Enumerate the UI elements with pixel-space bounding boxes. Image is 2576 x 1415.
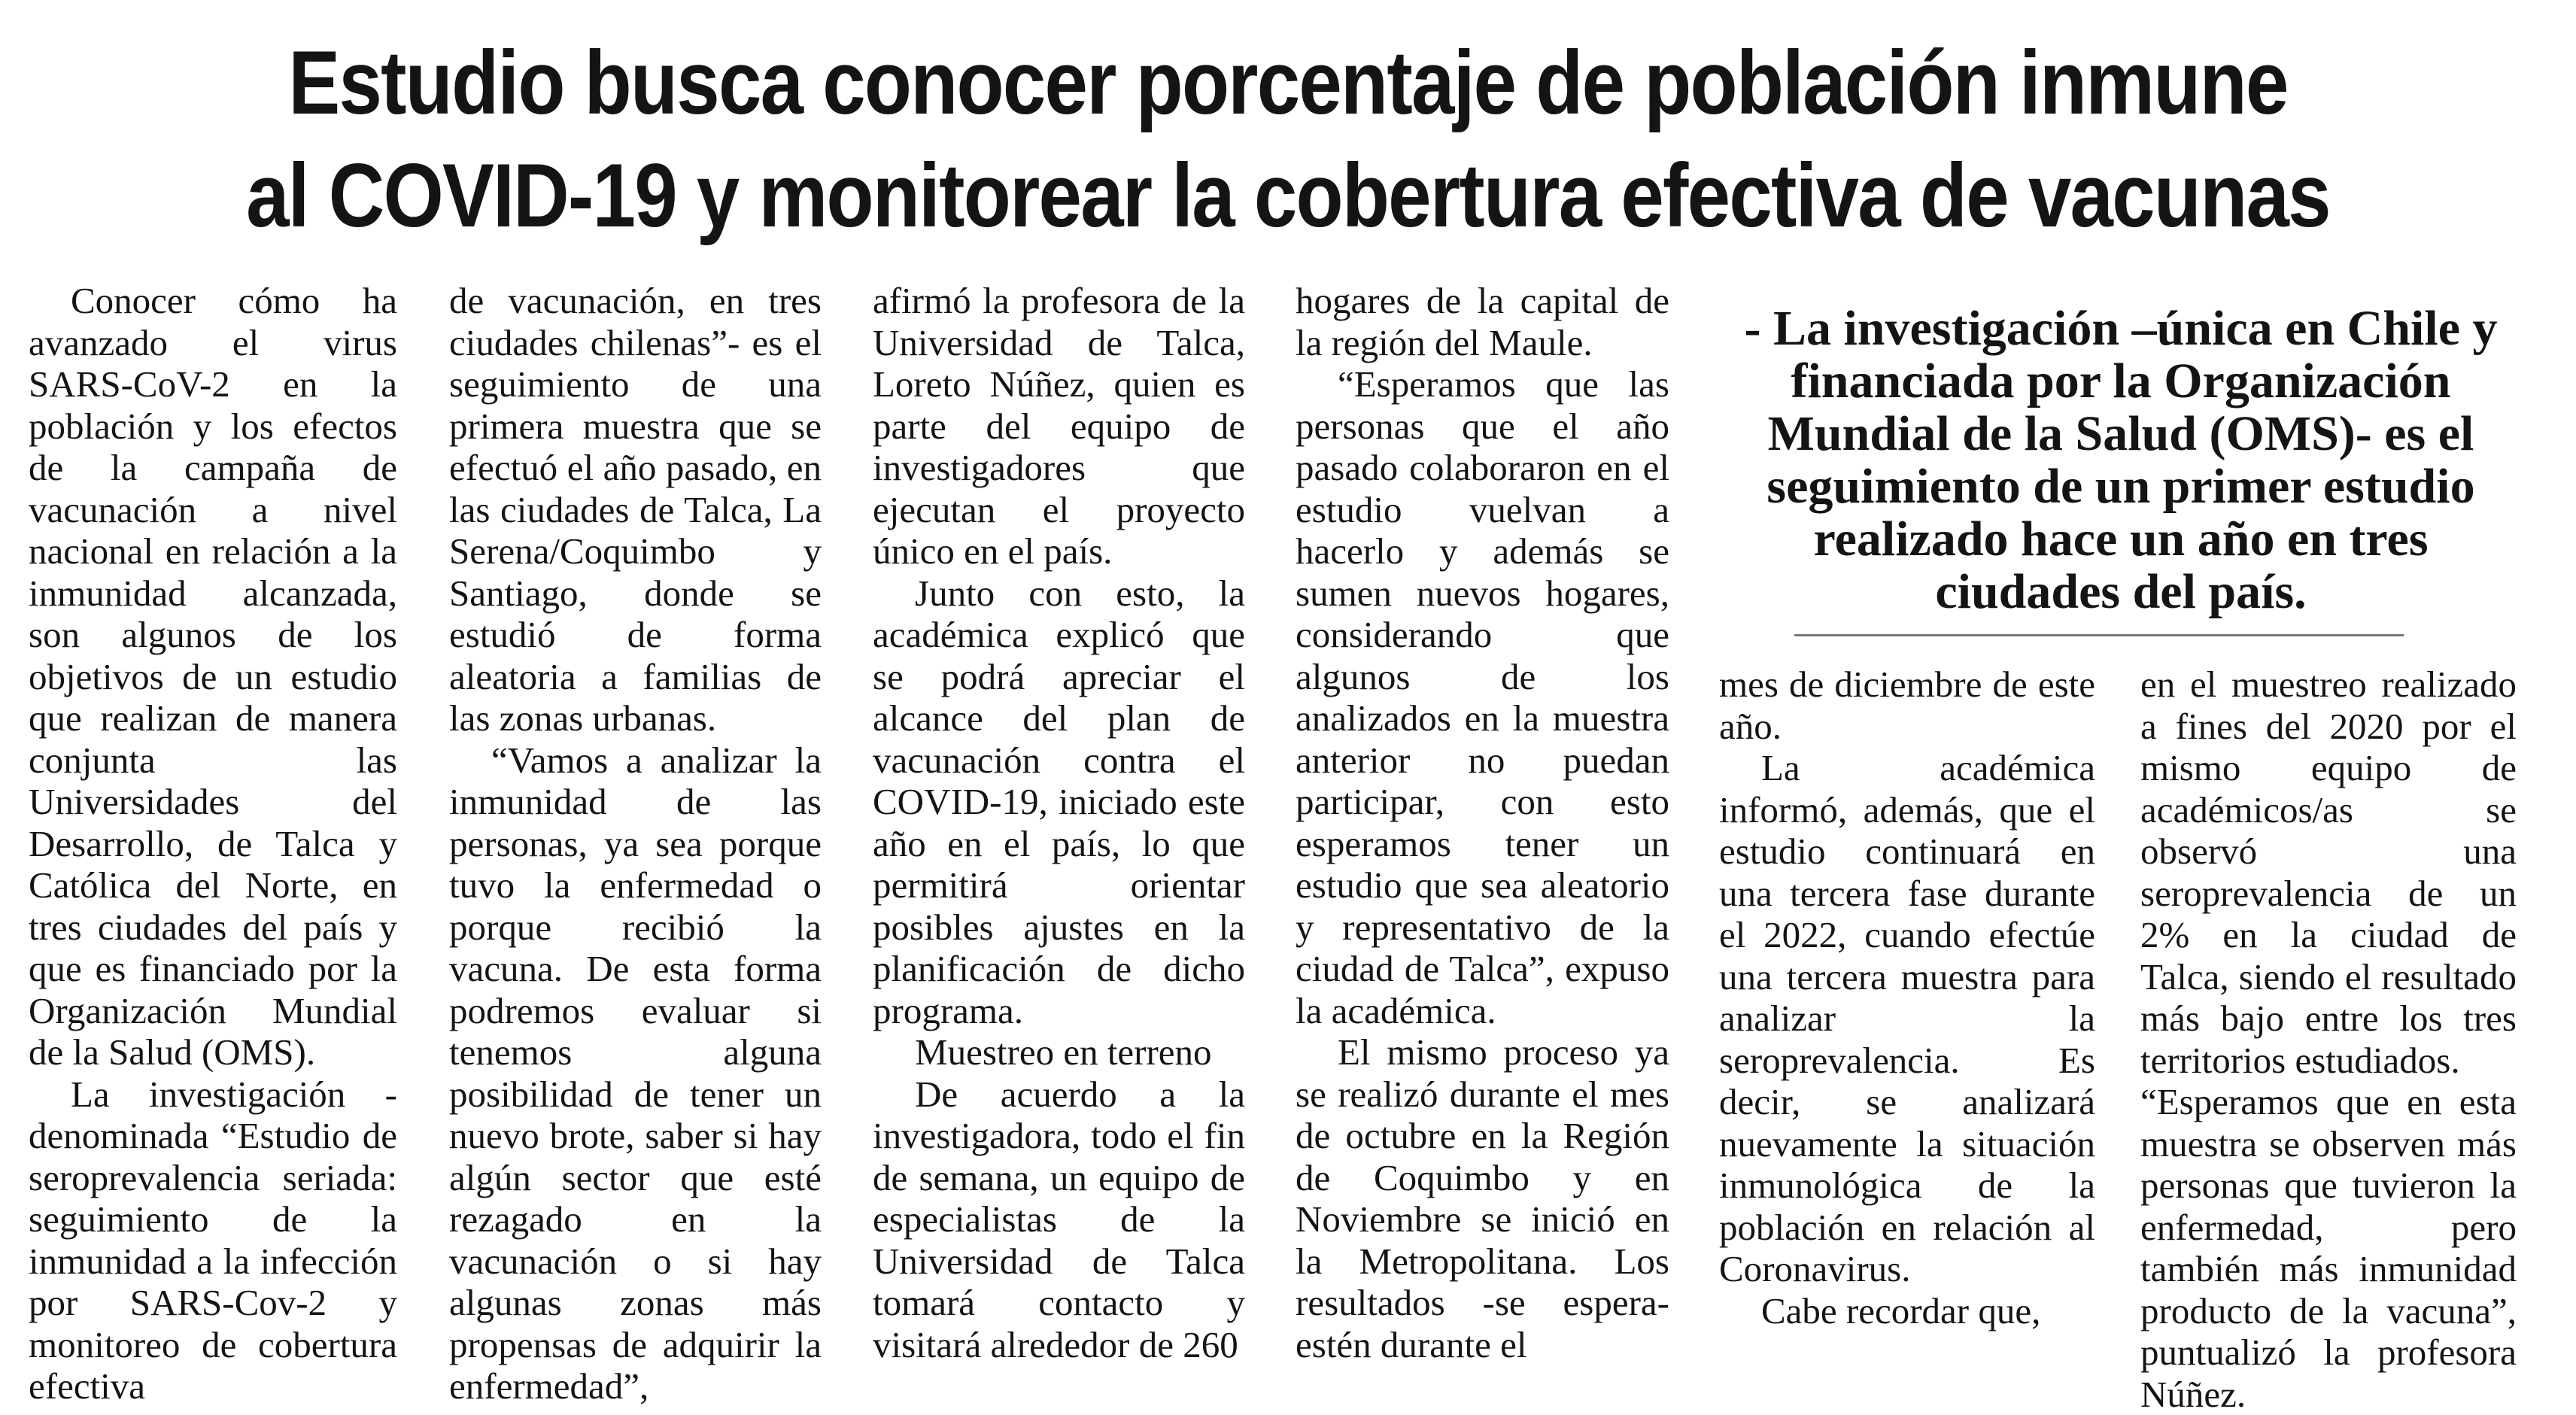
paragraph: El mismo proceso ya se realizó durante el mes de octubre en la Región de Coquimbo y en Noviembre se inició en la Metropolitana. Los resultados -se espera- estén durante el <box>1296 1031 1669 1365</box>
paragraph: De acuerdo a la investigadora, todo el fin de semana, un equipo de especialistas de la Universidad de Talca tomará contacto y visitará alrededor de 260 <box>873 1073 1245 1365</box>
paragraph: “Esperamos que en esta muestra se observen más personas que tuvieron la enfermedad, pero también más inmunidad producto de la vacuna”, puntualizó la profesora Núñez. <box>2140 1081 2517 1415</box>
paragraph: Conocer cómo ha avanzado el virus SARS-CoV-2 en la población y los efectos de la campaña de vacunación a nivel nacional en relación a la inmunidad alcanzada, son algunos de los objetivos de un estudio que realizan de manera conjunta las Universidades del Desarrollo, de Talca y Católica del Norte, en tres ciudades del país y que es financiado por la Organización Mundial de la Salud (OMS). <box>29 280 397 1073</box>
headline-line-2: al COVID-19 y monitorear la cobertura efectiva de vacunas <box>246 145 2330 246</box>
callout-divider-rule <box>1794 634 2404 636</box>
article-column-3 <box>873 280 1245 1365</box>
pull-quote-callout: - La investigación –única en Chile y financiada por la Organización Mundial de la Salud (OMS)- es el seguimiento de un primer estudio realizado hace un año en tres ciudades del país. <box>1744 301 2498 619</box>
paragraph: La académica informó, además, que el estudio continuará en una tercera fase durante el 2022, cuando efectúe una tercera muestra para analizar la seroprevalencia. Es decir, se analizará nuevamente la situación inmunológica de la población en relación al Coronavirus. <box>1719 747 2095 1289</box>
paragraph: hogares de la capital de la región del Maule. <box>1296 280 1669 363</box>
article-column-2 <box>449 280 822 1407</box>
article-column-4 <box>1296 280 1669 1365</box>
paragraph: afirmó la profesora de la Universidad de Talca, Loreto Núñez, quien es parte del equipo de investigadores que ejecutan el proyecto único en el país. <box>873 280 1245 572</box>
paragraph: “Vamos a analizar la inmunidad de las personas, ya sea porque tuvo la enfermedad o porque recibió la vacuna. De esta forma podremos evaluar si tenemos alguna posibilidad de tener un nuevo brote, saber si hay algún sector que esté rezagado en la vacunación o si hay algunas zonas más propensas de adquirir la enfermedad”, <box>449 739 822 1407</box>
paragraph: Cabe recordar que, <box>1761 1289 2041 1331</box>
article-column-6 <box>2140 663 2517 1415</box>
article-column-1 <box>29 280 397 1407</box>
section-subheading: Muestreo en terreno <box>915 1031 1212 1073</box>
headline-line-1: Estudio busca conocer porcentaje de población inmune <box>288 32 2288 133</box>
article-column-5 <box>1719 663 2095 1331</box>
paragraph: en el muestreo realizado a fines del 2020 por el mismo equipo de académicos/as se observó una seroprevalencia de un 2% en la ciudad de Talca, siendo el resultado más bajo entre los tres territorios estudiados. <box>2140 663 2517 1081</box>
paragraph: “Esperamos que las personas que el año pasado colaboraron en el estudio vuelvan a hacerlo y además se sumen nuevos hogares, considerando que algunos de los analizados en la muestra anterior no puedan participar, con esto esperamos tener un estudio que sea aleatorio y representativo de la ciudad de Talca”, expuso la académica. <box>1296 363 1669 1031</box>
paragraph: Junto con esto, la académica explicó que se podrá apreciar el alcance del plan de vacunación contra el COVID-19, iniciado este año en el país, lo que permitirá orientar posibles ajustes en la planificación de dicho programa. <box>873 572 1245 1031</box>
paragraph: mes de diciembre de este año. <box>1719 663 2095 747</box>
paragraph: de vacunación, en tres ciudades chilenas”- es el seguimiento de una primera muestra que se efectuó el año pasado, en las ciudades de Talca, La Serena/Coquimbo y Santiago, donde se estudió de forma aleatoria a familias de las zonas urbanas. <box>449 280 822 739</box>
paragraph: La investigación -denominada “Estudio de seroprevalencia seriada: seguimiento de la inmunidad a la infección por SARS-Cov-2 y monitoreo de cobertura efectiva <box>29 1073 397 1407</box>
